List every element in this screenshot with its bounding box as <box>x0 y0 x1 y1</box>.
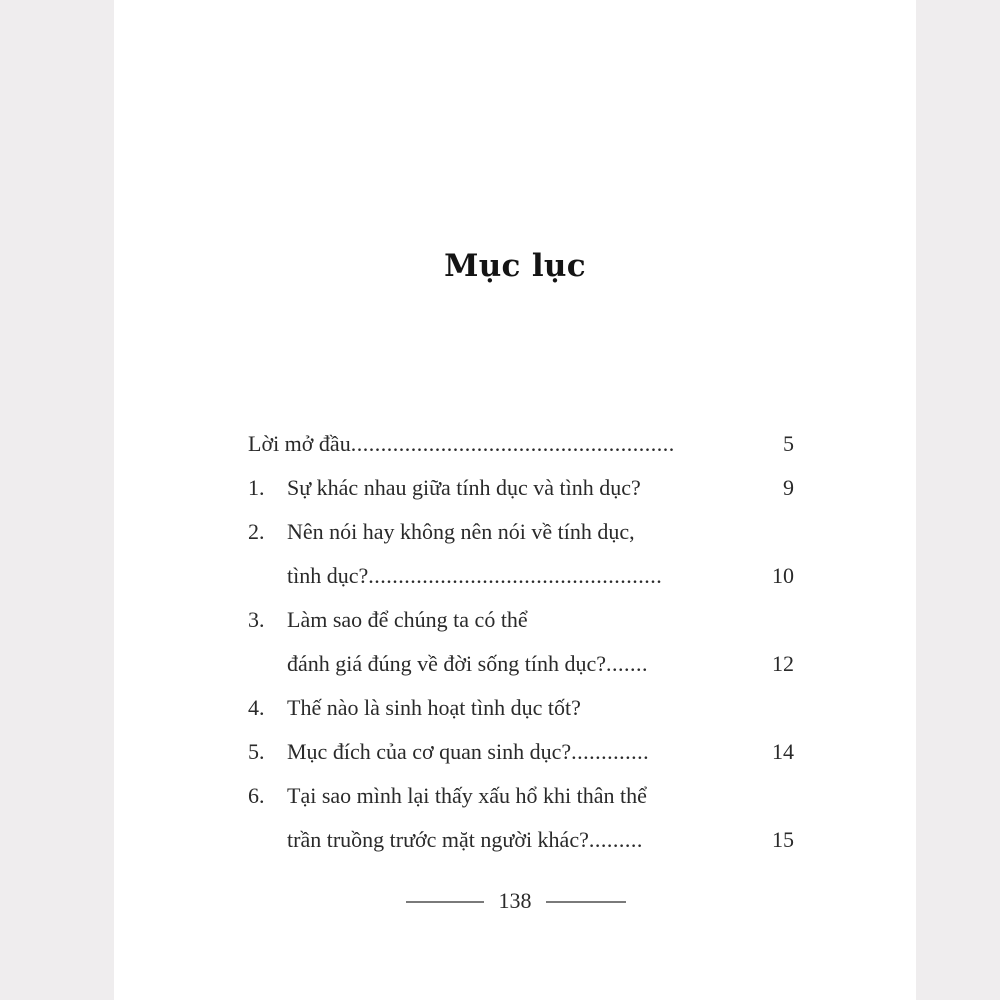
toc-entry-text: đánh giá đúng về đời sống tính dục? <box>287 651 606 676</box>
toc-entry-text: tình dục? <box>287 563 369 588</box>
footer-rule-right <box>546 901 626 903</box>
toc-page-number: 9 <box>783 475 794 500</box>
toc-entry-2-continued <box>248 554 794 598</box>
toc-page-number: 15 <box>772 827 794 852</box>
page-title: Mục lục <box>444 248 586 284</box>
toc-entry-number: 2. <box>248 519 265 544</box>
toc-entry-number: 5. <box>248 739 265 764</box>
toc-entry-3-continued <box>248 642 794 686</box>
toc-entry-2 <box>248 510 794 554</box>
toc-page-number: 10 <box>772 563 794 588</box>
dot-leader: ...................................................... <box>350 431 675 456</box>
toc-entry-3 <box>248 598 794 642</box>
toc-entry-number: 1. <box>248 475 265 500</box>
toc-entry-number: 6. <box>248 783 265 808</box>
toc-entry-1 <box>248 466 794 510</box>
dot-leader: ......... <box>588 827 643 852</box>
table-of-contents <box>248 422 794 862</box>
toc-page-number: 5 <box>783 431 794 456</box>
toc-entry-text: trần truồng trước mặt người khác? <box>287 827 589 852</box>
page-footer <box>114 886 916 916</box>
toc-page-number: 14 <box>772 739 794 764</box>
toc-page-number: 12 <box>772 651 794 676</box>
toc-entry-text: Lời mở đầu <box>248 431 351 456</box>
toc-entry-6-continued <box>248 818 794 862</box>
dot-leader: ....... <box>605 651 648 676</box>
toc-entry-text: Tại sao mình lại thấy xấu hổ khi thân thể <box>287 783 647 808</box>
book-page <box>114 0 916 1000</box>
toc-entry-text: Sự khác nhau giữa tính dục và tình dục? <box>287 475 641 500</box>
toc-entry-text: Làm sao để chúng ta có thể <box>287 607 528 632</box>
dot-leader: ............. <box>571 739 650 764</box>
dot-leader: ................................................. <box>368 563 663 588</box>
toc-entry-preface <box>248 422 794 466</box>
toc-entry-4 <box>248 686 794 730</box>
footer-rule-left <box>406 901 484 903</box>
toc-entry-5 <box>248 730 794 774</box>
toc-entry-6 <box>248 774 794 818</box>
toc-entry-text: Thế nào là sinh hoạt tình dục tốt? <box>287 695 581 720</box>
toc-entry-text: Mục đích của cơ quan sinh dục? <box>287 739 572 764</box>
toc-entry-text: Nên nói hay không nên nói về tính dục, <box>287 519 635 544</box>
toc-entry-number: 3. <box>248 607 265 632</box>
page-number: 138 <box>498 888 532 913</box>
toc-entry-number: 4. <box>248 695 265 720</box>
